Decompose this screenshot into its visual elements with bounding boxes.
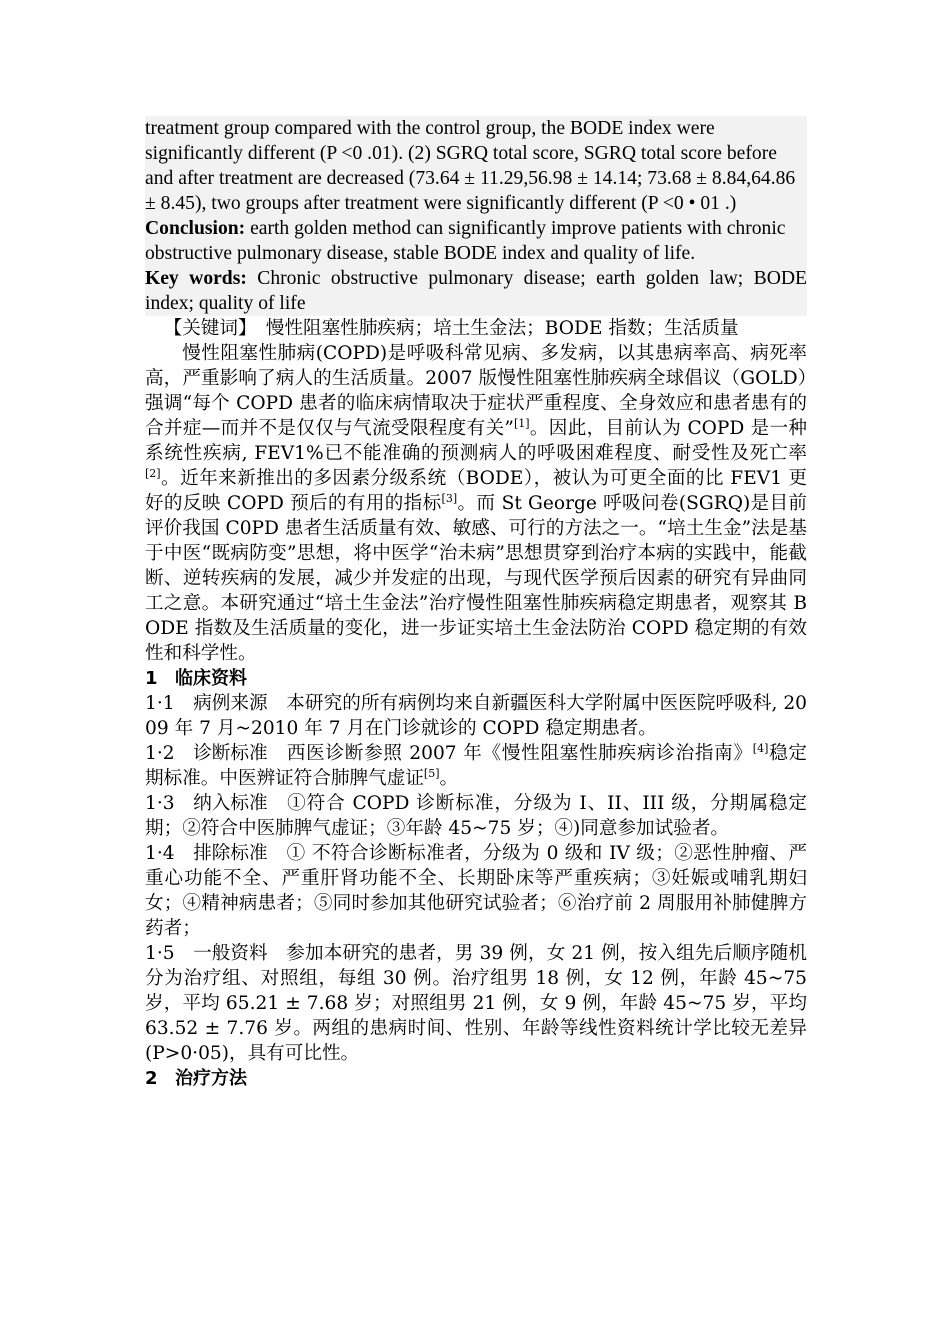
section-1-title: 临床资料 (175, 668, 247, 689)
results-text: treatment group compared with the control group, the BODE index were significantly different (P <0 .01). (2) SGRQ total score, SGRQ total score before and after treatment are decreased (73.64 ± 11.29,56.98 ± 14.14; 73.68 ± 8.84,64.86 ± 8.45), two groups after treatment were significantly different (P <0 • 01 .) (145, 118, 796, 214)
subsection-label: 一般资料 (193, 943, 268, 964)
english-keywords (145, 266, 807, 316)
subsection-number: 1·2 (145, 743, 175, 764)
subsection-text: 西医诊断参照 2007 年《慢性阻塞性肺疾病诊治指南》 (286, 743, 753, 764)
intro-text-1: 慢性阻塞性肺病(COPD)是呼吸科常见病、多发病，以其患病率高、病死率高，严重影响了病人的生活质量。2007 版慢性阻塞性肺疾病全球倡议（GOLD）强调“每个 COPD 患者的临床病情取决于症状严重程度、全身效应和患者患有的合并症—而并不是仅仅与气流受限程度有关” (145, 343, 807, 439)
subsection-label: 病例来源 (193, 693, 268, 714)
subsection-1-4 (145, 841, 807, 941)
subsection-text: ①符合 COPD 诊断标准，分级为 I、II、III 级，分期属稳定期；②符合中医肺脾气虚证；③年龄 45~75 岁；④)同意参加试验者。 (145, 793, 807, 839)
intro-text-2: 。因此，目前认为 COPD 是一种系统性疾病, FEV1%已不能准确的预测病人的呼吸困难程度、耐受性及死亡率 (145, 418, 807, 464)
citation-3: [3] (441, 491, 458, 505)
subsection-number: 1·1 (145, 693, 175, 714)
subsection-label: 排除标准 (193, 843, 268, 864)
intro-text-4: 。而 St George 呼吸问卷(SGRQ)是目前评价我国 C0PD 患者生活质量有效、敏感、可行的方法之一。“培土生金”法是基于中医“既病防变”思想，将中医学“治未病”思想贯穿到治疗本病的实践中，能截断、逆转疾病的发展，减少并发症的出现，与现代医学预后因素的研究有异曲同工之意。本研究通过“培土生金法”治疗慢性阻塞性肺疾病稳定期患者，观察其 BODE 指数及生活质量的变化，进一步证实培土生金法防治 COPD 稳定期的有效性和科学性。 (145, 493, 807, 664)
citation-5: [5] (423, 766, 440, 780)
citation-1: [1] (513, 416, 530, 430)
keywords-text: Chronic obstructive pulmonary disease; earth golden law; BODE index; quality of life (145, 268, 807, 314)
conclusion-label: Conclusion: (145, 218, 246, 239)
keywords-zh-label: 【关键词】 (163, 318, 248, 339)
subsection-1-1 (145, 691, 807, 741)
subsection-text: ① 不符合诊断标准者，分级为 0 级和 IV 级；②恶性肿瘤、严重心功能不全、严重肝肾功能不全、长期卧床等严重疾病；③妊娠或哺乳期妇女；④精神病患者；⑤同时参加其他研究试验者；⑥治疗前 2 周服用补肺健脾方药者； (145, 843, 807, 939)
subsection-1-3 (145, 791, 807, 841)
english-abstract (145, 116, 807, 316)
subsection-label: 诊断标准 (193, 743, 268, 764)
subsection-number: 1·5 (145, 943, 175, 964)
subsection-1-5 (145, 941, 807, 1066)
subsection-text: 。 (439, 768, 459, 789)
keywords-label: Key words: (145, 268, 247, 289)
document-page (145, 116, 807, 1091)
subsection-1-2 (145, 741, 807, 791)
abstract-results (145, 116, 807, 266)
citation-4: [4] (752, 741, 769, 755)
subsection-text: 参加本研究的患者，男 39 例，女 21 例，按入组先后顺序随机分为治疗组、对照组，每组 30 例。治疗组男 18 例，女 12 例，年龄 45~75 岁，平均 65.21 ± 7.68 岁；对照组男 21 例，女 9 例，年龄 45~75 岁，平均 63.52 ± 7.76 岁。两组的患病时间、性别、年龄等线性资料统计学比较无差异(P>0·05)，具有可比性。 (145, 943, 807, 1064)
subsection-text: 本研究的所有病例均来自新疆医科大学附属中医医院呼吸科, 2009 年 7 月~2010 年 7 月在门诊就诊的 COPD 稳定期患者。 (145, 693, 807, 739)
keywords-zh-text: 慢性阻塞性肺疾病；培土生金法；BODE 指数；生活质量 (247, 318, 739, 339)
intro-text-3: 。近年来新推出的多因素分级系统（BODE），被认为可更全面的比 FEV1 更好的反映 COPD 预后的有用的指标 (145, 468, 807, 514)
subsection-number: 1·4 (145, 843, 175, 864)
subsection-number: 1·3 (145, 793, 175, 814)
subsection-text: 稳定期标准。中医辨证符合肺脾气虚证 (145, 743, 807, 789)
section-2-title: 治疗方法 (175, 1068, 247, 1089)
section-1-number: 1 (145, 668, 158, 689)
section-1-heading (145, 666, 807, 691)
citation-2: [2] (145, 466, 161, 480)
chinese-keywords (145, 316, 807, 341)
conclusion-text: earth golden method can significantly improve patients with chronic obstructive pulmonary disease, stable BODE index and quality of life. (145, 218, 786, 264)
section-2-heading (145, 1066, 807, 1091)
section-2-number: 2 (145, 1068, 158, 1089)
intro-paragraph (145, 341, 807, 666)
subsection-label: 纳入标准 (193, 793, 268, 814)
